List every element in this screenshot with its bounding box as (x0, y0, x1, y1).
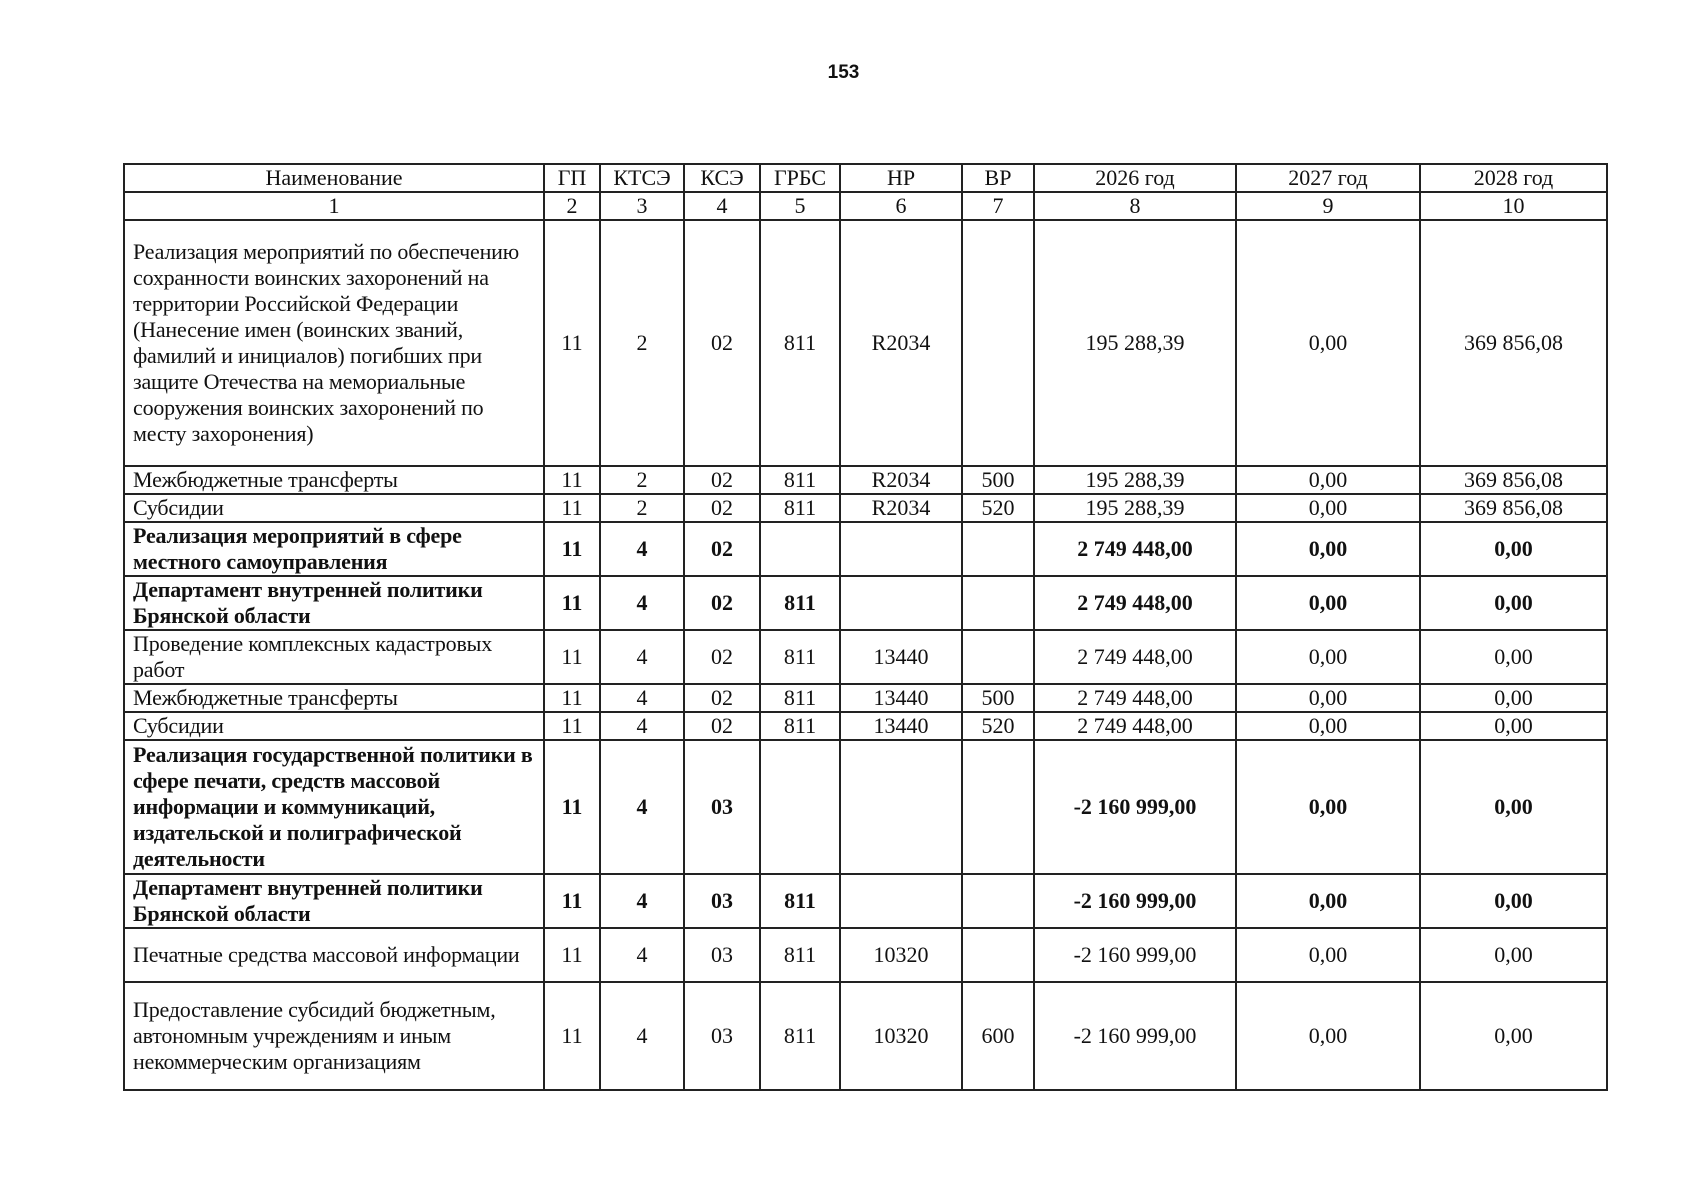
row-nr (840, 576, 962, 630)
row-name: Проведение комплексных кадастровых работ (124, 630, 544, 684)
row-amount-2026: -2 160 999,00 (1034, 982, 1236, 1090)
row-gp: 11 (544, 712, 600, 740)
row-vr: 520 (962, 494, 1034, 522)
row-grbs: 811 (760, 712, 840, 740)
row-amount-2026: 2 749 448,00 (1034, 712, 1236, 740)
row-name: Реализация государственной политики в сфере печати, средств массовой информации и коммуникаций, издательской и полиграфической деятельности (124, 740, 544, 874)
row-amount-2028: 0,00 (1420, 684, 1607, 712)
row-amount-2027: 0,00 (1236, 494, 1420, 522)
row-ktse: 4 (600, 874, 684, 928)
header-2028: 2028 год (1420, 164, 1607, 192)
row-ktse: 4 (600, 630, 684, 684)
row-amount-2027: 0,00 (1236, 576, 1420, 630)
row-amount-2027: 0,00 (1236, 466, 1420, 494)
row-ktse: 2 (600, 220, 684, 466)
row-amount-2028: 0,00 (1420, 712, 1607, 740)
row-kse: 03 (684, 740, 760, 874)
row-gp: 11 (544, 576, 600, 630)
header-grbs: ГРБС (760, 164, 840, 192)
row-amount-2026: -2 160 999,00 (1034, 928, 1236, 982)
row-gp: 11 (544, 928, 600, 982)
row-vr (962, 740, 1034, 874)
row-nr (840, 874, 962, 928)
row-amount-2028: 0,00 (1420, 522, 1607, 576)
header-ktse: КТСЭ (600, 164, 684, 192)
column-number: 9 (1236, 192, 1420, 220)
row-amount-2028: 0,00 (1420, 982, 1607, 1090)
row-nr (840, 522, 962, 576)
row-name: Реализация мероприятий в сфере местного самоуправления (124, 522, 544, 576)
row-ktse: 4 (600, 576, 684, 630)
row-vr (962, 220, 1034, 466)
row-nr: 10320 (840, 982, 962, 1090)
row-grbs: 811 (760, 630, 840, 684)
row-nr: R2034 (840, 220, 962, 466)
column-number: 4 (684, 192, 760, 220)
row-vr: 600 (962, 982, 1034, 1090)
row-kse: 02 (684, 684, 760, 712)
table-row (124, 928, 1607, 982)
row-amount-2028: 0,00 (1420, 874, 1607, 928)
row-name: Субсидии (124, 494, 544, 522)
row-amount-2026: -2 160 999,00 (1034, 740, 1236, 874)
table-row (124, 466, 1607, 494)
row-nr: 13440 (840, 684, 962, 712)
row-amount-2028: 0,00 (1420, 630, 1607, 684)
row-amount-2027: 0,00 (1236, 630, 1420, 684)
column-number: 5 (760, 192, 840, 220)
row-nr: 13440 (840, 712, 962, 740)
row-ktse: 4 (600, 928, 684, 982)
row-ktse: 4 (600, 712, 684, 740)
row-amount-2027: 0,00 (1236, 712, 1420, 740)
table-row (124, 630, 1607, 684)
header-name: Наименование (124, 164, 544, 192)
row-amount-2028: 369 856,08 (1420, 466, 1607, 494)
table-row (124, 220, 1607, 466)
header-row (124, 164, 1607, 192)
row-kse: 03 (684, 928, 760, 982)
row-grbs: 811 (760, 928, 840, 982)
header-vr: ВР (962, 164, 1034, 192)
row-vr (962, 522, 1034, 576)
row-name: Субсидии (124, 712, 544, 740)
row-amount-2026: 2 749 448,00 (1034, 684, 1236, 712)
row-vr (962, 630, 1034, 684)
row-ktse: 4 (600, 522, 684, 576)
row-kse: 02 (684, 576, 760, 630)
row-amount-2027: 0,00 (1236, 928, 1420, 982)
table-row (124, 494, 1607, 522)
row-kse: 02 (684, 712, 760, 740)
table-header (124, 164, 1607, 220)
row-vr: 500 (962, 684, 1034, 712)
row-amount-2026: 2 749 448,00 (1034, 630, 1236, 684)
row-gp: 11 (544, 494, 600, 522)
row-amount-2026: 195 288,39 (1034, 466, 1236, 494)
row-gp: 11 (544, 466, 600, 494)
row-amount-2027: 0,00 (1236, 522, 1420, 576)
row-name: Межбюджетные трансферты (124, 466, 544, 494)
row-amount-2028: 369 856,08 (1420, 494, 1607, 522)
row-gp: 11 (544, 684, 600, 712)
row-vr (962, 576, 1034, 630)
row-amount-2026: 2 749 448,00 (1034, 576, 1236, 630)
table-row (124, 740, 1607, 874)
row-kse: 03 (684, 982, 760, 1090)
row-ktse: 4 (600, 684, 684, 712)
row-amount-2026: 2 749 448,00 (1034, 522, 1236, 576)
row-ktse: 4 (600, 982, 684, 1090)
page-number: 153 (827, 62, 860, 83)
row-amount-2026: -2 160 999,00 (1034, 874, 1236, 928)
row-grbs (760, 740, 840, 874)
column-number: 8 (1034, 192, 1236, 220)
column-number: 6 (840, 192, 962, 220)
row-nr: R2034 (840, 466, 962, 494)
header-2027: 2027 год (1236, 164, 1420, 192)
column-number: 10 (1420, 192, 1607, 220)
row-vr (962, 874, 1034, 928)
row-grbs: 811 (760, 494, 840, 522)
header-kse: КСЭ (684, 164, 760, 192)
column-number: 3 (600, 192, 684, 220)
row-amount-2027: 0,00 (1236, 220, 1420, 466)
row-nr (840, 740, 962, 874)
column-number: 1 (124, 192, 544, 220)
row-grbs: 811 (760, 576, 840, 630)
row-kse: 02 (684, 494, 760, 522)
row-grbs: 811 (760, 466, 840, 494)
row-amount-2027: 0,00 (1236, 874, 1420, 928)
budget-table (123, 163, 1608, 1091)
table-row (124, 874, 1607, 928)
row-amount-2026: 195 288,39 (1034, 494, 1236, 522)
row-amount-2027: 0,00 (1236, 740, 1420, 874)
column-number-row (124, 192, 1607, 220)
row-ktse: 4 (600, 740, 684, 874)
table-row (124, 712, 1607, 740)
row-vr: 500 (962, 466, 1034, 494)
row-name: Реализация мероприятий по обеспечению сохранности воинских захоронений на территории Российской Федерации (Нанесение имен (воинских званий, фамилий и инициалов) погибших при защите Отечества на мемориальные сооружения воинских захоронений по месту захоронения) (124, 220, 544, 466)
row-gp: 11 (544, 874, 600, 928)
column-number: 7 (962, 192, 1034, 220)
row-amount-2027: 0,00 (1236, 684, 1420, 712)
row-grbs: 811 (760, 874, 840, 928)
row-vr: 520 (962, 712, 1034, 740)
row-gp: 11 (544, 630, 600, 684)
row-vr (962, 928, 1034, 982)
table-row (124, 684, 1607, 712)
row-grbs: 811 (760, 684, 840, 712)
row-grbs (760, 522, 840, 576)
row-amount-2028: 0,00 (1420, 576, 1607, 630)
row-name: Департамент внутренней политики Брянской области (124, 874, 544, 928)
row-nr: R2034 (840, 494, 962, 522)
row-amount-2027: 0,00 (1236, 982, 1420, 1090)
row-kse: 03 (684, 874, 760, 928)
row-gp: 11 (544, 982, 600, 1090)
row-name: Печатные средства массовой информации (124, 928, 544, 982)
row-name: Предоставление субсидий бюджетным, автономным учреждениям и иным некоммерческим организациям (124, 982, 544, 1090)
row-gp: 11 (544, 522, 600, 576)
row-amount-2026: 195 288,39 (1034, 220, 1236, 466)
row-grbs: 811 (760, 982, 840, 1090)
row-amount-2028: 0,00 (1420, 928, 1607, 982)
row-name: Департамент внутренней политики Брянской области (124, 576, 544, 630)
table-body (124, 220, 1607, 1090)
row-amount-2028: 369 856,08 (1420, 220, 1607, 466)
column-number: 2 (544, 192, 600, 220)
header-nr: НР (840, 164, 962, 192)
row-kse: 02 (684, 630, 760, 684)
row-ktse: 2 (600, 466, 684, 494)
row-gp: 11 (544, 220, 600, 466)
header-2026: 2026 год (1034, 164, 1236, 192)
table-row (124, 982, 1607, 1090)
row-name: Межбюджетные трансферты (124, 684, 544, 712)
row-nr: 10320 (840, 928, 962, 982)
table-row (124, 522, 1607, 576)
row-ktse: 2 (600, 494, 684, 522)
row-nr: 13440 (840, 630, 962, 684)
row-kse: 02 (684, 522, 760, 576)
table-row (124, 576, 1607, 630)
header-gp: ГП (544, 164, 600, 192)
row-kse: 02 (684, 466, 760, 494)
row-kse: 02 (684, 220, 760, 466)
row-amount-2028: 0,00 (1420, 740, 1607, 874)
row-gp: 11 (544, 740, 600, 874)
row-grbs: 811 (760, 220, 840, 466)
